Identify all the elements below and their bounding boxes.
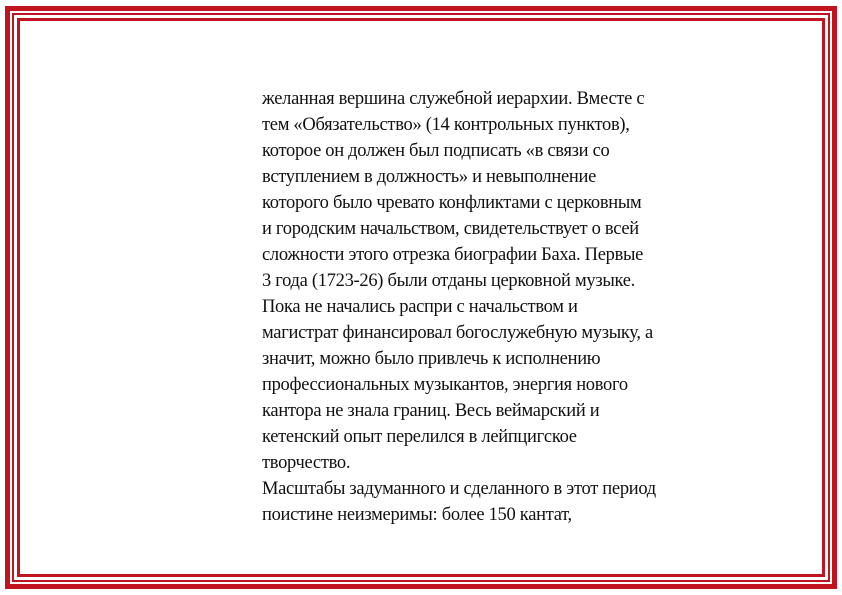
text-line: сложности этого отрезка биографии Баха. Первые xyxy=(262,245,644,265)
text-line: которое он должен был подписать «в связи со xyxy=(262,141,610,161)
text-line: кетенский опыт перелился в лейпцигское xyxy=(262,427,577,447)
text-line: кантора не знала границ. Весь веймарский и xyxy=(262,401,600,421)
text-line: творчество. xyxy=(262,453,351,473)
text-line: Масштабы задуманного и сделанного в этот период xyxy=(262,479,656,499)
text-line: которого было чревато конфликтами с церковным xyxy=(262,193,642,213)
text-line: и городским начальством, свидетельствует о всей xyxy=(262,219,639,239)
text-line: желанная вершина служебной иерархии. Вместе с xyxy=(262,89,645,109)
text-line: поистине неизмеримы: более 150 кантат, xyxy=(262,505,572,525)
text-line: вступлением в должность» и невыполнение xyxy=(262,167,596,187)
text-line: профессиональных музыкантов, энергия нового xyxy=(262,375,628,395)
text-line: значит, можно было привлечь к исполнению xyxy=(262,349,601,369)
text-line: магистрат финансировал богослужебную музыку, а xyxy=(262,323,653,343)
text-line: 3 года (1723-26) были отданы церковной музыке. xyxy=(262,271,635,291)
body-text xyxy=(262,86,762,528)
text-line: тем «Обязательство» (14 контрольных пунктов), xyxy=(262,115,630,135)
text-line: Пока не начались распри с начальством и xyxy=(262,297,578,317)
